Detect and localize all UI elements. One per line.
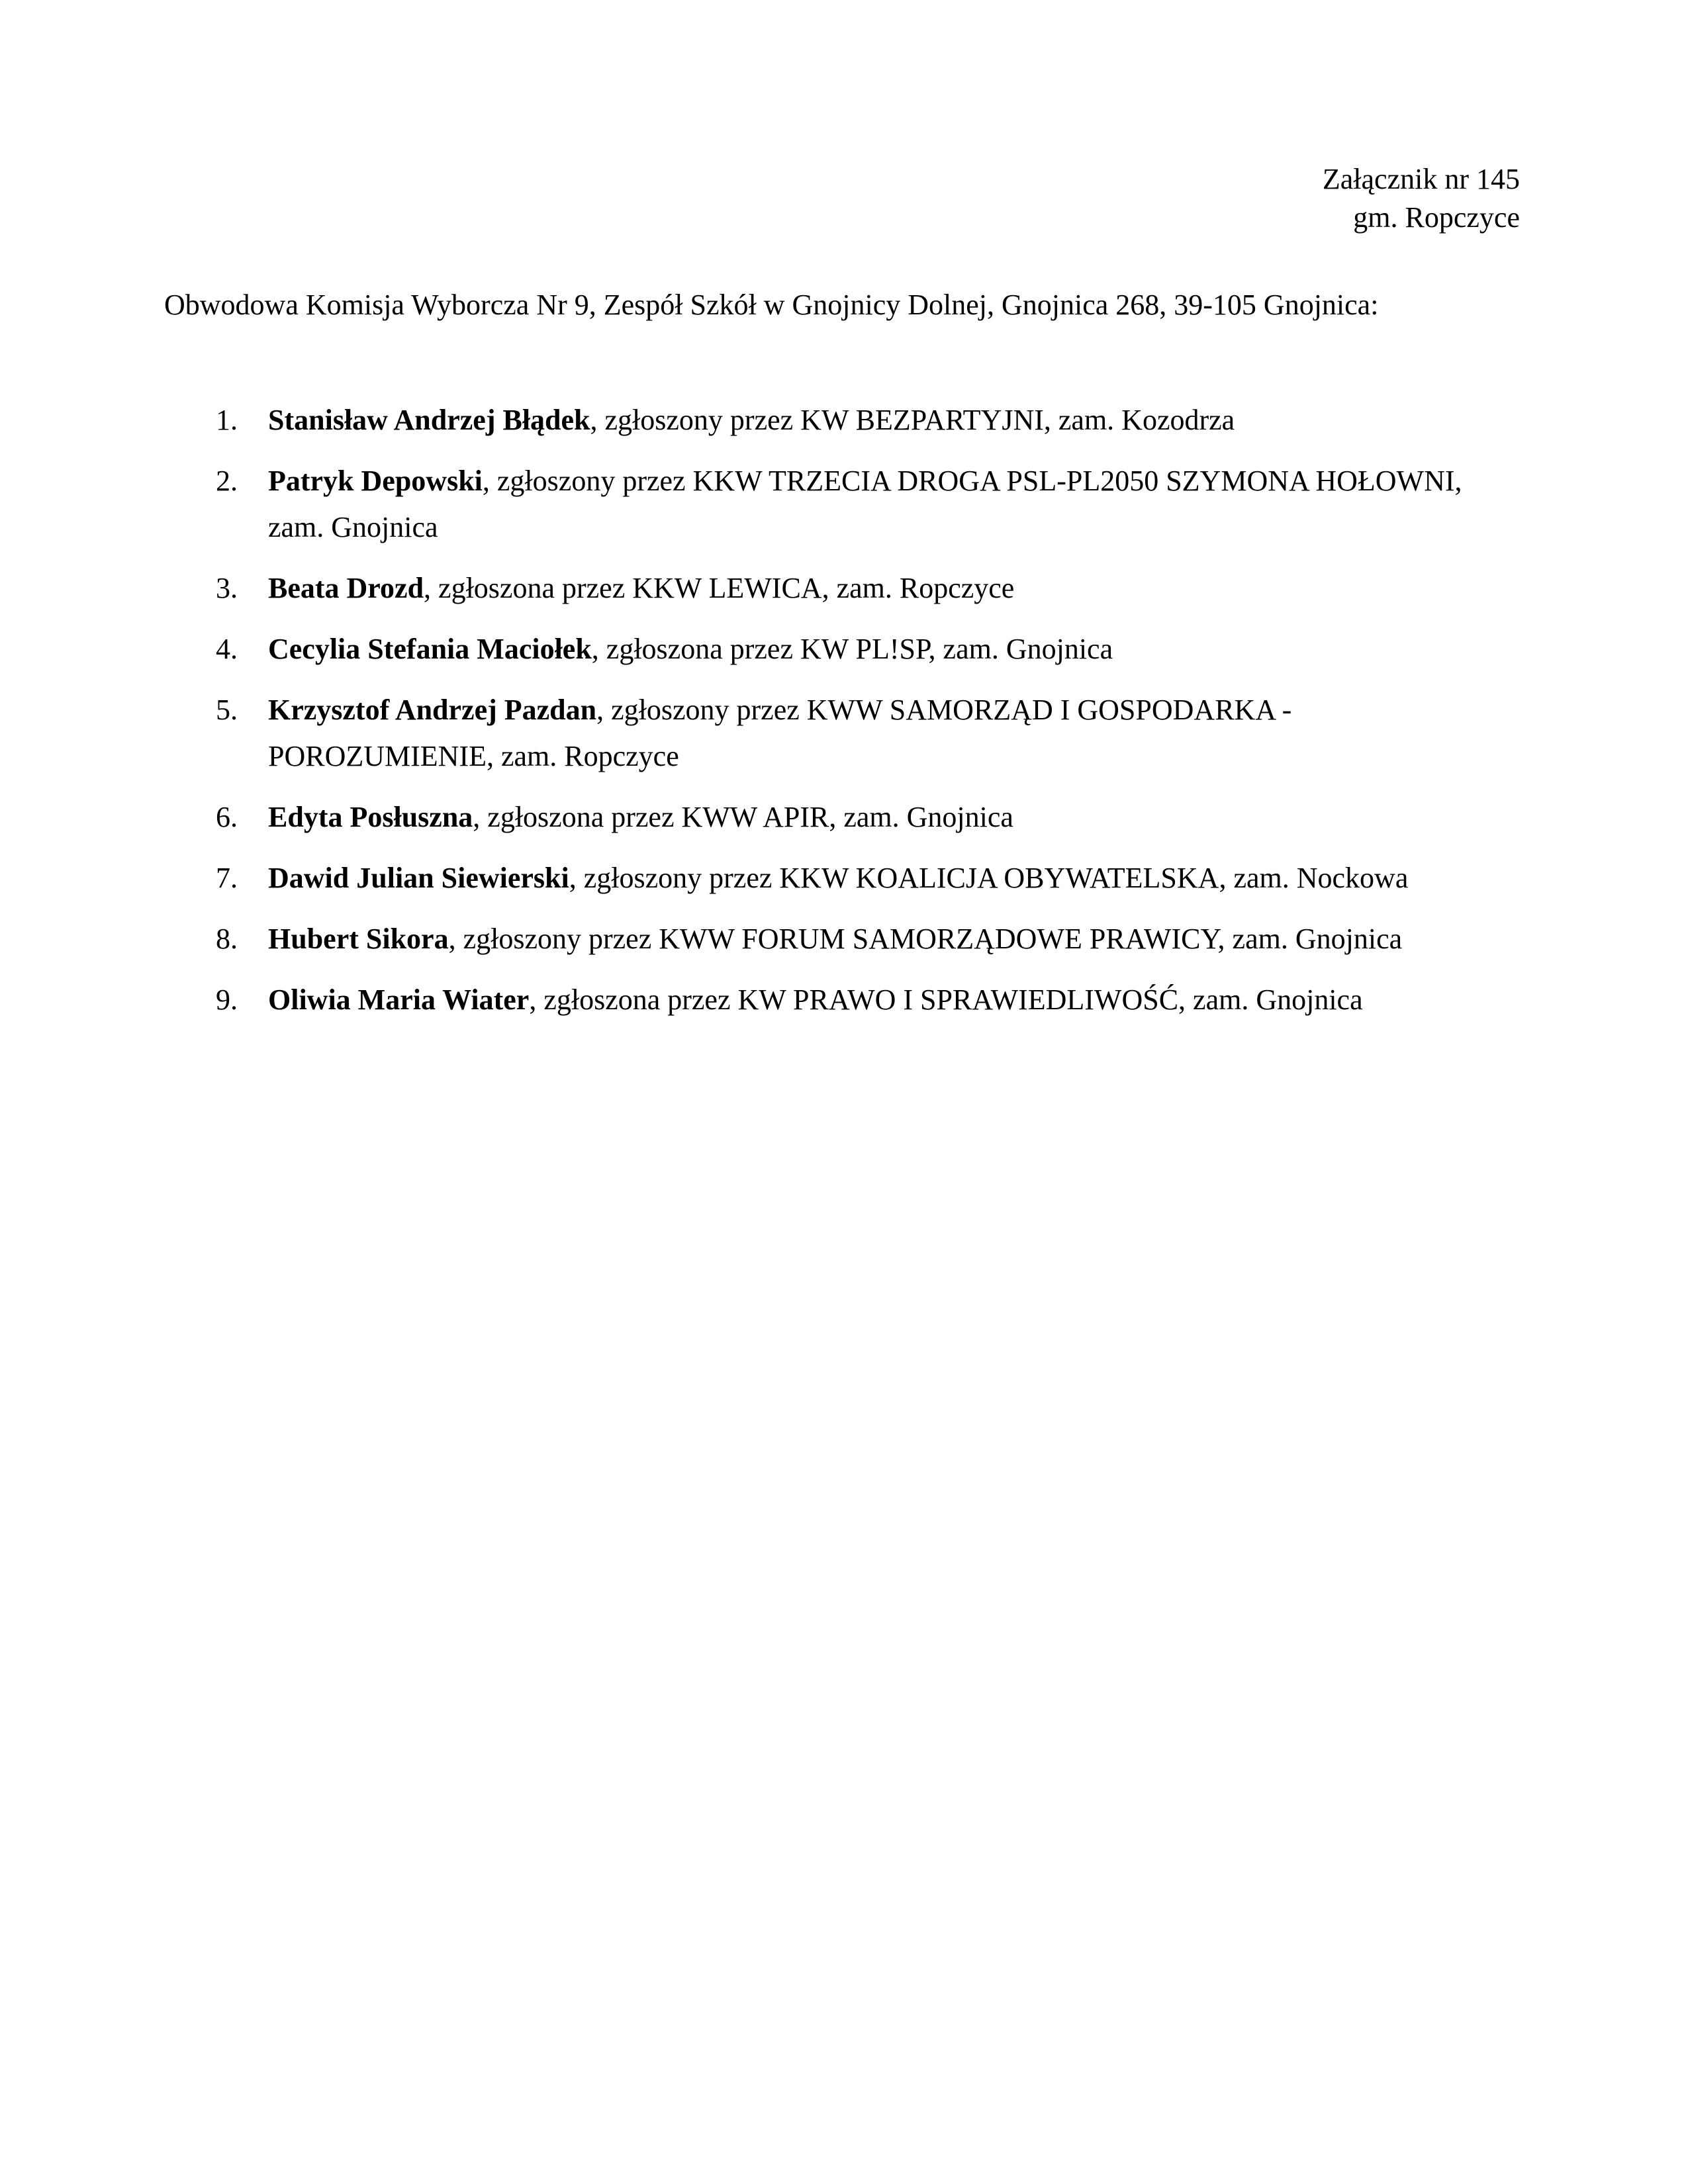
member-item xyxy=(164,397,1521,443)
member-name: Oliwia Maria Wiater xyxy=(268,983,530,1016)
member-number: 9. xyxy=(216,983,238,1016)
member-details: , zgłoszony przez KW BEZPARTYJNI, zam. Kozodrza xyxy=(590,404,1235,436)
member-number: 3. xyxy=(216,572,238,604)
member-name: Cecylia Stefania Maciołek xyxy=(268,633,592,665)
member-details: , zgłoszony przez KKW TRZECIA DROGA PSL-PL2050 SZYMONA HOŁOWNI, zam. Gnojnica xyxy=(268,465,1462,543)
member-number: 2. xyxy=(216,465,238,497)
member-number: 8. xyxy=(216,923,238,955)
member-details: , zgłoszony przez KKW KOALICJA OBYWATELSKA, zam. Nockowa xyxy=(569,862,1409,894)
commission-description: Obwodowa Komisja Wyborcza Nr 9, Zespół Szkół w Gnojnicy Dolnej, Gnojnica 268, 39-105 Gnojnica: xyxy=(164,289,1379,321)
member-name: Patryk Depowski xyxy=(268,465,483,497)
member-name: Dawid Julian Siewierski xyxy=(268,862,569,894)
member-number: 5. xyxy=(216,694,238,726)
member-details: , zgłoszony przez KWW SAMORZĄD I GOSPODARKA - POROZUMIENIE, zam. Ropczyce xyxy=(268,694,1292,772)
document-header xyxy=(1323,160,1520,237)
member-item xyxy=(164,794,1521,841)
member-number: 4. xyxy=(216,633,238,665)
member-item xyxy=(164,626,1521,672)
member-item xyxy=(164,458,1521,551)
member-name: Hubert Sikora xyxy=(268,923,449,955)
attachment-number: Załącznik nr 145 xyxy=(1322,163,1520,195)
member-name: Stanisław Andrzej Błądek xyxy=(268,404,590,436)
member-name: Beata Drozd xyxy=(268,572,424,604)
member-list xyxy=(164,397,1521,1038)
member-item xyxy=(164,855,1521,901)
member-item xyxy=(164,916,1521,962)
member-item xyxy=(164,977,1521,1023)
member-details: , zgłoszona przez KWW APIR, zam. Gnojnica xyxy=(473,801,1013,833)
member-name: Krzysztof Andrzej Pazdan xyxy=(268,694,597,726)
member-details: , zgłoszona przez KKW LEWICA, zam. Ropczyce xyxy=(424,572,1015,604)
member-item xyxy=(164,565,1521,612)
member-item xyxy=(164,687,1521,780)
member-details: , zgłoszona przez KW PRAWO I SPRAWIEDLIWOŚĆ, zam. Gnojnica xyxy=(529,983,1363,1016)
member-number: 6. xyxy=(216,801,238,833)
member-number: 1. xyxy=(216,404,238,436)
municipality-name: gm. Ropczyce xyxy=(1353,201,1520,234)
member-name: Edyta Posłuszna xyxy=(268,801,473,833)
member-details: , zgłoszony przez KWW FORUM SAMORZĄDOWE PRAWICY, zam. Gnojnica xyxy=(448,923,1403,955)
member-details: , zgłoszona przez KW PL!SP, zam. Gnojnica xyxy=(591,633,1113,665)
member-number: 7. xyxy=(216,862,238,894)
